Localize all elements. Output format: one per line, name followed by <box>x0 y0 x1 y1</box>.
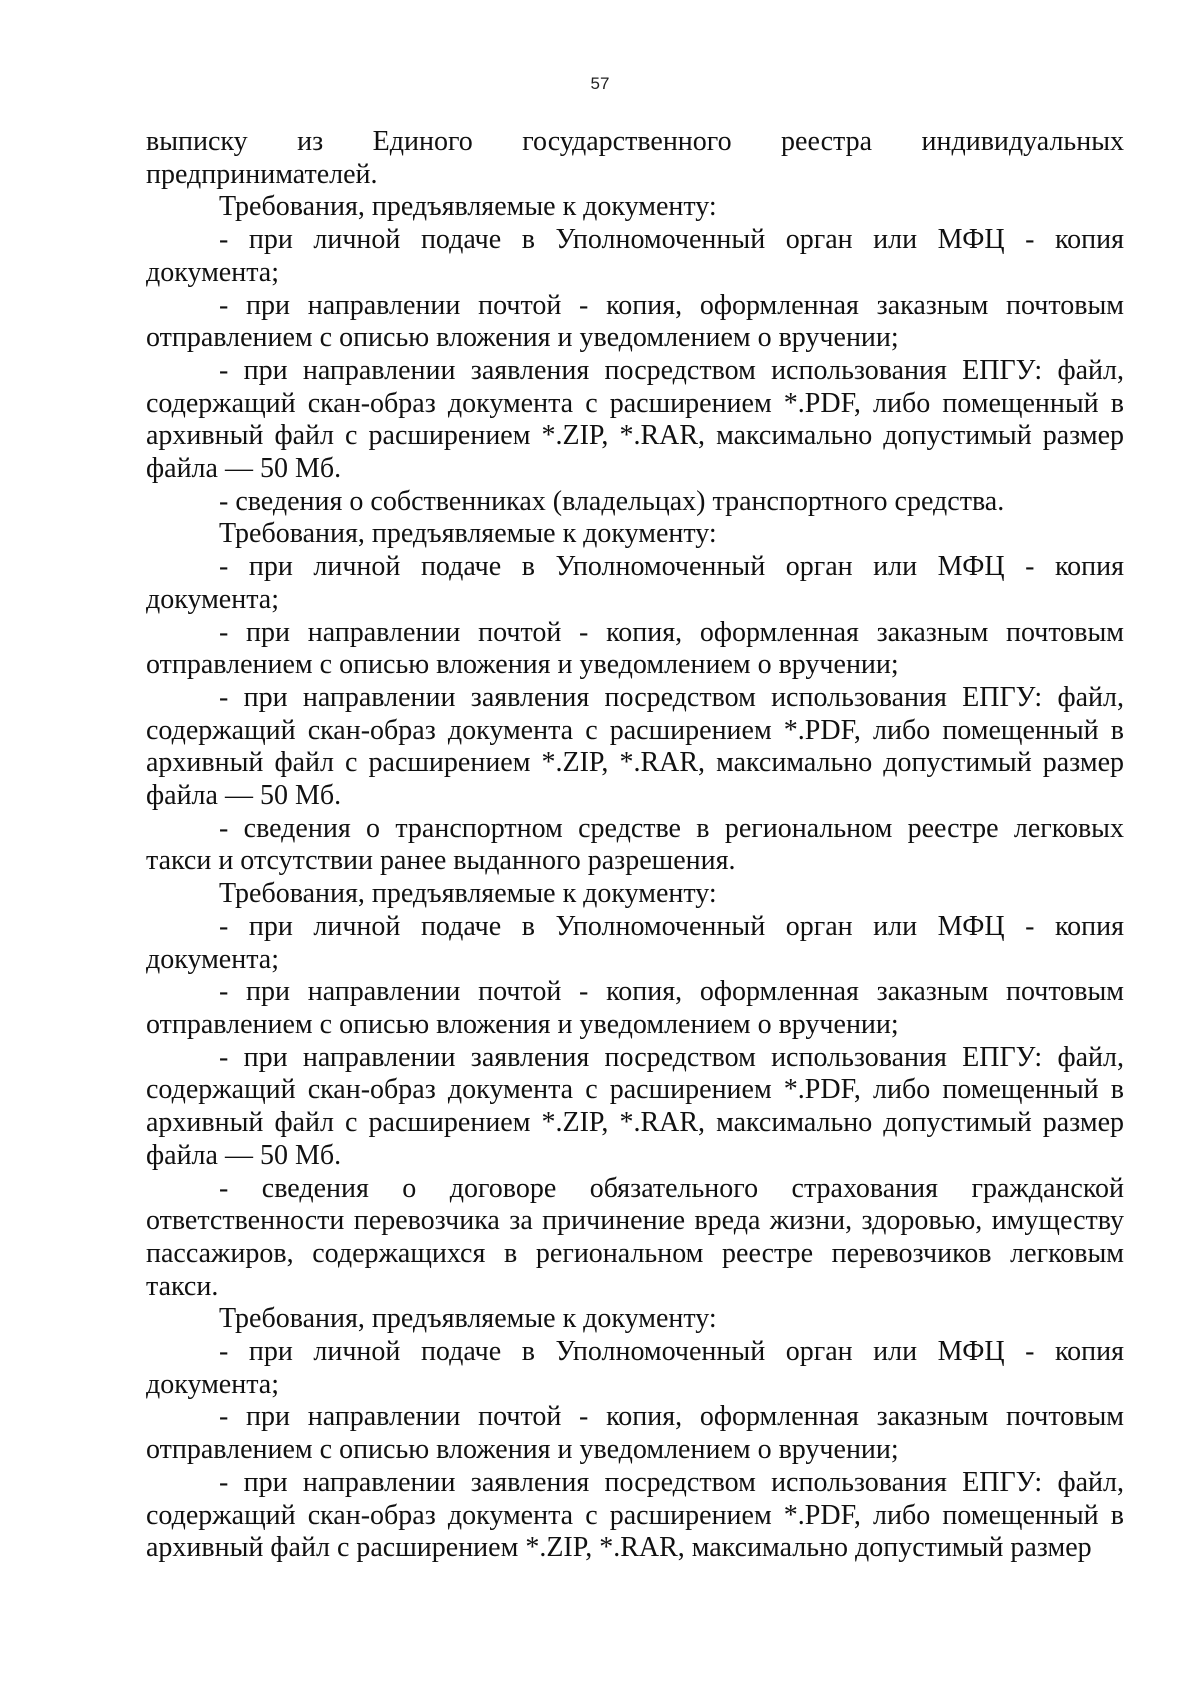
paragraph: - при личной подаче в Уполномоченный орган или МФЦ - копия документа; <box>146 910 1124 975</box>
paragraph: - сведения о транспортном средстве в региональном реестре легковых такси и отсутствии ранее выданного разрешения. <box>146 812 1124 877</box>
paragraph: - при направлении заявления посредством использования ЕПГУ: файл, содержащий скан-образ документа с расширением *.PDF, либо помещенный в архивный файл с расширением *.ZIP, *.RAR, максимально допустимый размер <box>146 1466 1124 1564</box>
paragraph: выписку из Единого государственного реестра индивидуальных предпринимателей. <box>146 126 1124 190</box>
paragraph: - сведения о собственниках (владельцах) транспортного средства. <box>219 485 1005 517</box>
paragraph: - при направлении почтой - копия, оформленная заказным почтовым отправлением с описью вложения и уведомлением о вручении; <box>146 289 1124 354</box>
document-body <box>146 126 1124 1565</box>
paragraph: Требования, предъявляемые к документу: <box>219 878 717 910</box>
page-number: 57 <box>590 74 610 93</box>
paragraph: - при направлении почтой - копия, оформленная заказным почтовым отправлением с описью вложения и уведомлением о вручении; <box>146 616 1124 681</box>
paragraph: - сведения о договоре обязательного страхования гражданской ответственности перевозчика за причинение вреда жизни, здоровью, имуществу пассажиров, содержащихся в региональном реестре перевозчиков легковым такси. <box>146 1172 1124 1302</box>
paragraph: Требования, предъявляемые к документу: <box>219 1303 717 1335</box>
paragraph: - при направлении заявления посредством использования ЕПГУ: файл, содержащий скан-образ документа с расширением *.PDF, либо помещенный в архивный файл с расширением *.ZIP, *.RAR, максимально допустимый размер файла — 50 Мб. <box>146 1041 1124 1171</box>
paragraph: - при направлении почтой - копия, оформленная заказным почтовым отправлением с описью вложения и уведомлением о вручении; <box>146 976 1124 1040</box>
paragraph: - при личной подаче в Уполномоченный орган или МФЦ - копия документа; <box>146 224 1124 288</box>
paragraph: Требования, предъявляемые к документу: <box>219 518 717 550</box>
paragraph: Требования, предъявляемые к документу: <box>219 191 717 223</box>
paragraph: - при личной подаче в Уполномоченный орган или МФЦ - копия документа; <box>146 1336 1124 1400</box>
paragraph: - при направлении почтой - копия, оформленная заказным почтовым отправлением с описью вложения и уведомлением о вручении; <box>146 1401 1124 1466</box>
paragraph: - при направлении заявления посредством использования ЕПГУ: файл, содержащий скан-образ документа с расширением *.PDF, либо помещенный в архивный файл с расширением *.ZIP, *.RAR, максимально допустимый размер файла — 50 Мб. <box>146 354 1124 485</box>
paragraph: - при направлении заявления посредством использования ЕПГУ: файл, содержащий скан-образ документа с расширением *.PDF, либо помещенный в архивный файл с расширением *.ZIP, *.RAR, максимально допустимый размер файла — 50 Мб. <box>146 681 1124 812</box>
paragraph: - при личной подаче в Уполномоченный орган или МФЦ - копия документа; <box>146 551 1124 615</box>
